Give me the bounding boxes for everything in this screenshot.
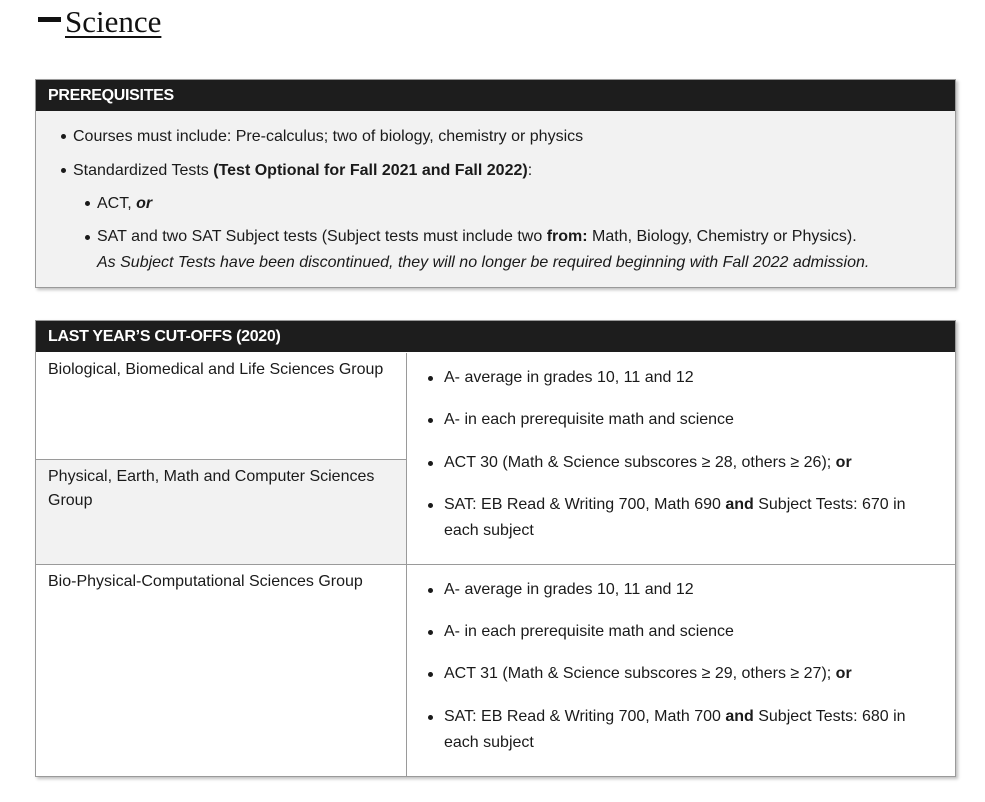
prereq-sat-note: As Subject Tests have been discontinued, they will no longer be required beginning with Fall 2022 admission. bbox=[97, 254, 870, 271]
bullet-icon bbox=[61, 134, 66, 139]
req-sat: SAT: EB Read & Writing 700, Math 700 and Subject Tests: 680 in each subject bbox=[444, 708, 906, 751]
prereq-courses: Courses must include: Pre-calculus; two of biology, chemistry or physics bbox=[73, 128, 584, 145]
group-label: Bio-Physical-Computational Sciences Group bbox=[48, 573, 363, 590]
bullet-icon bbox=[61, 168, 66, 173]
section-heading[interactable] bbox=[38, 2, 161, 42]
cutoffs-table bbox=[35, 320, 956, 777]
req-act: ACT 30 (Math & Science subscores ≥ 28, others ≥ 26); or bbox=[444, 454, 852, 471]
cutoffs-header: LAST YEAR’S CUT-OFFS (2020) bbox=[36, 321, 955, 352]
group-label: Physical, Earth, Math and Computer Sciences Group bbox=[48, 468, 375, 509]
req-average: A- average in grades 10, 11 and 12 bbox=[444, 369, 694, 386]
bullet-icon bbox=[85, 201, 90, 206]
req-sat: SAT: EB Read & Writing 700, Math 690 and Subject Tests: 670 in each subject bbox=[444, 496, 906, 539]
bullet-icon bbox=[428, 461, 433, 466]
bullet-icon bbox=[428, 376, 433, 381]
prerequisites-header: PREREQUISITES bbox=[36, 80, 955, 111]
prereq-tests: Standardized Tests (Test Optional for Fall 2021 and Fall 2022): bbox=[73, 162, 533, 179]
group-cell bbox=[36, 460, 407, 564]
group-cell bbox=[36, 353, 407, 459]
group-label: Biological, Biomedical and Life Sciences Group bbox=[48, 361, 384, 378]
section-title[interactable]: Science bbox=[65, 4, 162, 39]
req-average: A- average in grades 10, 11 and 12 bbox=[444, 581, 694, 598]
bullet-icon bbox=[85, 235, 90, 240]
minus-icon[interactable] bbox=[38, 17, 61, 22]
bullet-icon bbox=[428, 418, 433, 423]
bullet-icon bbox=[428, 503, 433, 508]
bullet-icon bbox=[428, 672, 433, 677]
group-cell bbox=[36, 565, 407, 776]
prerequisites-panel bbox=[35, 79, 956, 288]
req-act: ACT 31 (Math & Science subscores ≥ 29, others ≥ 27); or bbox=[444, 665, 852, 682]
req-prereq: A- in each prerequisite math and science bbox=[444, 411, 734, 428]
bullet-icon bbox=[428, 588, 433, 593]
prereq-act: ACT, or bbox=[97, 195, 153, 212]
prereq-sat: SAT and two SAT Subject tests (Subject tests must include two from: Math, Biology, Chemistry or Physics). As Subject Tests have been discontinued, they will no longer be required beginning with Fall 2022 admission. bbox=[97, 228, 870, 271]
bullet-icon bbox=[428, 630, 433, 635]
bullet-icon bbox=[428, 715, 433, 720]
req-prereq: A- in each prerequisite math and science bbox=[444, 623, 734, 640]
